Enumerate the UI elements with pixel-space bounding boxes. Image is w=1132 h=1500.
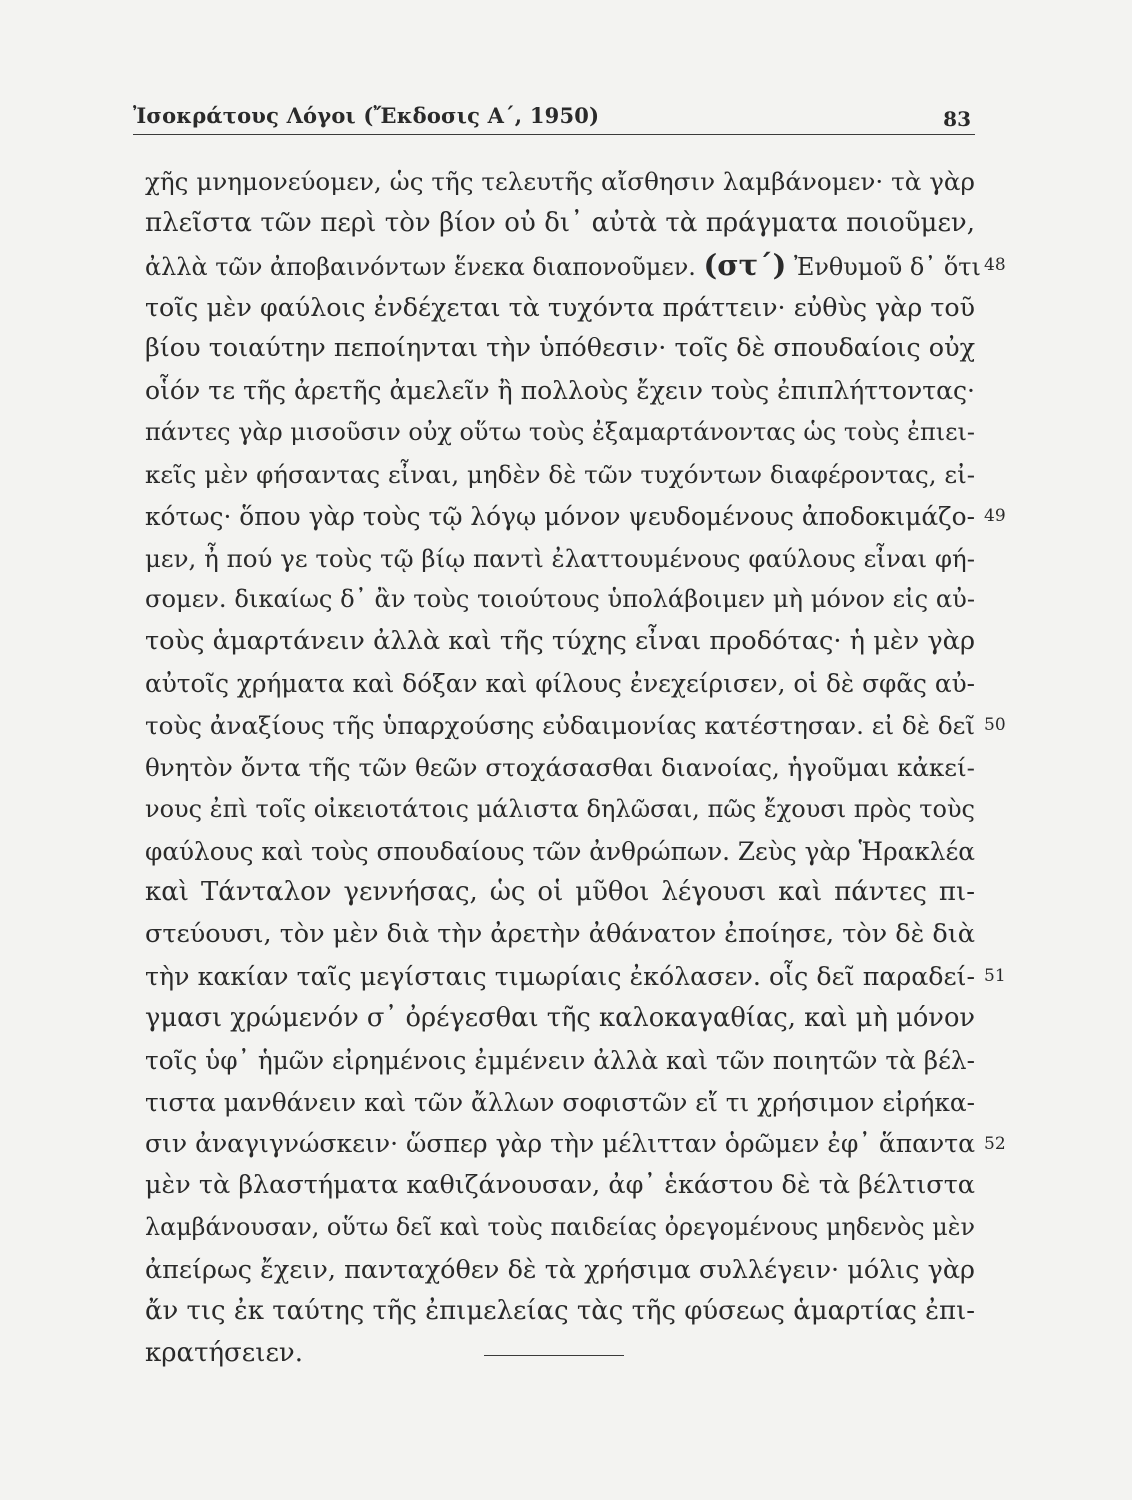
text-line	[145, 956, 975, 998]
text-line	[145, 203, 975, 245]
text-line	[145, 496, 975, 538]
text-line	[145, 1082, 975, 1124]
line-text: τιστα μανθάνειν καὶ τῶν ἄλλων σοφιστῶν εἴ τι χρήσιμον εἰρήκα-	[145, 1087, 975, 1117]
text-line	[145, 328, 975, 370]
text-line	[145, 245, 981, 287]
line-text: τὴν κακίαν ταῖς μεγίσταις τιμωρίαις ἐκόλασεν. οἷς δεῖ παραδεί-	[145, 962, 975, 992]
line-text: σιν ἀναγιγνώσκειν· ὥσπερ γὰρ τὴν μέλιτταν ὁρῶμεν ἐφ᾽ ἅπαντα	[145, 1129, 975, 1159]
line-text: πάντες γὰρ μισοῦσιν οὐχ οὕτω τοὺς ἐξαμαρτάνοντας ὡς τοὺς ἐπιει-	[145, 418, 975, 447]
text-line	[145, 579, 975, 621]
line-text: στεύουσι, τὸν μὲν διὰ τὴν ἀρετὴν ἀθάνατον ἐποίησε, τὸν δὲ διὰ	[145, 919, 975, 950]
margin-section-number: 48	[984, 254, 1006, 275]
section-marker: (στ΄)	[703, 247, 787, 282]
line-text: λαμβάνουσαν, οὕτω δεῖ καὶ τοὺς παιδείας ὀρεγομένους μηδενὸς μὲν	[145, 1213, 975, 1242]
text-line	[145, 914, 975, 956]
line-text: τοῖς μὲν φαύλοις ἐνδέχεται τὰ τυχόντα πράττειν· εὐθὺς γὰρ τοῦ	[145, 291, 975, 322]
margin-section-number: 51	[984, 966, 1006, 987]
line-text: πλεῖστα τῶν περὶ τὸν βίον οὐ δι᾽ αὐτὰ τὰ πράγματα ποιοῦμεν,	[145, 207, 975, 238]
line-text: καὶ Τάνταλον γεννήσας, ὡς οἱ μῦθοι λέγουσι καὶ πάντες πι-	[145, 877, 975, 908]
line-text: χῆς μνημονεύομεν, ὡς τῆς τελευτῆς αἴσθησιν λαμβάνομεν· τὰ γὰρ	[145, 167, 975, 196]
line-text: γμασι χρώμενόν σ᾽ ὀρέγεσθαι τῆς καλοκαγαθίας, καὶ μὴ μόνον	[145, 1002, 976, 1033]
end-rule	[484, 1355, 624, 1356]
line-text: βίου τοιαύτην πεποίηνται τὴν ὑπόθεσιν· τοῖς δὲ σπουδαίοις οὐχ	[145, 333, 976, 364]
text-line	[145, 789, 975, 831]
line-text: φαύλους καὶ τοὺς σπουδαίους τῶν ἀνθρώπων. Ζεὺς γὰρ Ἡρακλέα	[145, 836, 975, 866]
text-line	[145, 1040, 975, 1082]
page-header	[133, 103, 981, 133]
margin-section-number: 49	[984, 505, 1006, 526]
line-text: μεν, ἦ πού γε τοὺς τῷ βίῳ παντὶ ἐλαττουμένους φαύλους εἶναι φή-	[145, 543, 975, 573]
text-line	[145, 747, 975, 789]
line-text: ἄν τις ἐκ ταύτης τῆς ἐπιμελείας τὰς τῆς φύσεως ἁμαρτίας ἐπι-	[145, 1295, 975, 1326]
line-text: κότως· ὅπου γὰρ τοὺς τῷ λόγῳ μόνον ψευδομένους ἀποδοκιμάζο-	[145, 501, 975, 531]
text-line	[145, 370, 975, 412]
text-line	[145, 831, 975, 873]
line-text: σομεν. δικαίως δ᾽ ἂν τοὺς τοιούτους ὑπολάβοιμεν μὴ μόνον εἰς αὐ-	[145, 585, 975, 614]
running-title: Ἰσοκράτους Λόγοι (Ἔκδοσις Α΄, 1950)	[133, 103, 600, 128]
page-number: 83	[943, 107, 971, 131]
header-rule	[133, 134, 975, 135]
text-line	[145, 998, 975, 1040]
text-line	[145, 1333, 975, 1375]
text-line	[145, 161, 975, 203]
text-line	[145, 621, 975, 663]
line-text: κεῖς μὲν φήσαντας εἶναι, μηδὲν δὲ τῶν τυχόντων διαφέροντας, εἰ-	[145, 459, 975, 489]
margin-section-number: 50	[984, 715, 1006, 736]
line-text: οἷόν τε τῆς ἀρετῆς ἀμελεῖν ἢ πολλοὺς ἔχειν τοὺς ἐπιπλήττοντας·	[145, 376, 975, 406]
text-line	[145, 1249, 975, 1291]
line-text: τοὺς ἀναξίους τῆς ὑπαρχούσης εὐδαιμονίας κατέστησαν. εἰ δὲ δεῖ	[145, 710, 975, 740]
text-line	[145, 1207, 975, 1249]
line-text: τοῖς ὑφ᾽ ἡμῶν εἰρημένοις ἐμμένειν ἀλλὰ καὶ τῶν ποιητῶν τὰ βέλ-	[145, 1045, 975, 1075]
text-line	[145, 1165, 975, 1207]
text-line	[145, 1123, 975, 1165]
line-text: τοὺς ἁμαρτάνειν ἀλλὰ καὶ τῆς τύχης εἶναι προδότας· ἡ μὲν γὰρ	[145, 626, 975, 657]
line-text: θνητὸν ὄντα τῆς τῶν θεῶν στοχάσασθαι διανοίας, ἡγοῦμαι κἀκεί-	[145, 752, 975, 782]
text-line	[145, 872, 975, 914]
margin-section-number: 52	[984, 1133, 1006, 1154]
body-text	[145, 161, 985, 1374]
text-line	[145, 705, 975, 747]
line-text: ἀπείρως ἔχειν, πανταχόθεν δὲ τὰ χρήσιμα συλλέγειν· μόλις γὰρ	[145, 1253, 975, 1284]
line-text: αὐτοῖς χρήματα καὶ δόξαν καὶ φίλους ἐνεχείρισεν, οἱ δὲ σφᾶς αὐ-	[145, 669, 975, 699]
line-text: κρατήσειεν.	[145, 1337, 304, 1368]
text-segment: ἀλλὰ τῶν ἀποβαινόντων ἕνεκα διαπονοῦμεν.	[145, 252, 696, 281]
text-line	[145, 538, 975, 580]
text-line	[145, 663, 975, 705]
text-line	[145, 454, 975, 496]
line-text: νους ἐπὶ τοῖς οἰκειοτάτοις μάλιστα δηλῶσαι, πῶς ἔχουσι πρὸς τοὺς	[145, 794, 975, 823]
text-line	[145, 287, 975, 329]
text-segment: Ἐνθυμοῦ δ᾽ ὅτι	[793, 252, 981, 281]
text-line	[145, 1291, 975, 1333]
text-line	[145, 412, 975, 454]
line-text: μὲν τὰ βλαστήματα καθιζάνουσαν, ἀφ᾽ ἑκάστου δὲ τὰ βέλτιστα	[145, 1170, 975, 1201]
